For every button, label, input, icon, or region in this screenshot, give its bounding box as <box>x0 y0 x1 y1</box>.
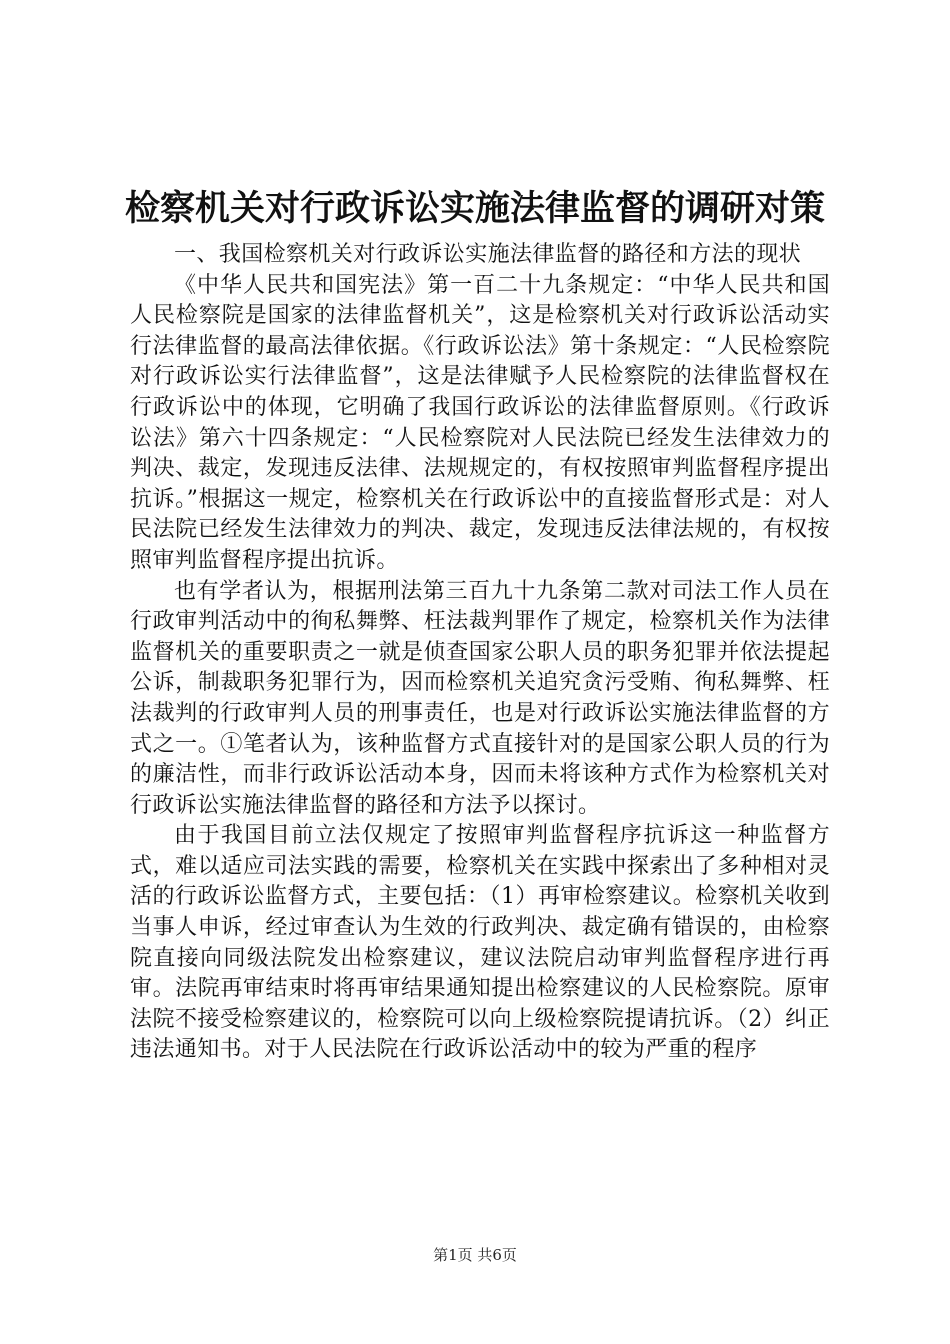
paragraph-constitution: 《中华人民共和国宪法》第一百二十九条规定：“中华人民共和国人民检察院是国家的法律监督机关”，这是检察机关对行政诉讼活动实行法律监督的最高法律依据。《行政诉讼法》第十条规定：“人民检察院对行政诉讼实行法律监督”，这是法律赋予人民检察院的法律监督权在行政诉讼中的体现，它明确了我国行政诉讼的法律监督原则。《行政诉讼法》第六十四条规定：“人民检察院对人民法院已经发生法律效力的判决、裁定，发现违反法律、法规规定的，有权按照审判监督程序提出抗诉。”根据这一规定，检察机关在行政诉讼中的直接监督形式是：对人民法院已经发生法律效力的判决、裁定，发现违反法律法规的，有权按照审判监督程序提出抗诉。 <box>130 272 830 573</box>
document-body <box>130 240 830 1066</box>
paragraph-supervision-methods: 由于我国目前立法仅规定了按照审判监督程序抗诉这一种监督方式，难以适应司法实践的需要，检察机关在实践中探索出了多种相对灵活的行政诉讼监督方式，主要包括：（1）再审检察建议。检察机关收到当事人申诉，经过审查认为生效的行政判决、裁定确有错误的，由检察院直接向同级法院发出检察建议，建议法院启动审判监督程序进行再审。法院再审结束时将再审结果通知提出检察建议的人民检察院。原审法院不接受检察建议的，检察院可以向上级检察院提请抗诉。（2）纠正违法通知书。对于人民法院在行政诉讼活动中的较为严重的程序 <box>130 823 830 1063</box>
paragraph-scholar-view: 也有学者认为，根据刑法第三百九十九条第二款对司法工作人员在行政审判活动中的徇私舞弊、枉法裁判罪作了规定，检察机关作为法律监督机关的重要职责之一就是侦查国家公职人员的职务犯罪并依法提起公诉，制裁职务犯罪行为，因而检察机关追究贪污受贿、徇私舞弊、枉法裁判的行政审判人员的刑事责任，也是对行政诉讼实施法律监督的方式之一。①笔者认为，该种监督方式直接针对的是国家公职人员的行为的廉洁性，而非行政诉讼活动本身，因而未将该种方式作为检察机关对行政诉讼实施法律监督的路径和方法予以探讨。 <box>130 578 830 818</box>
page-footer: 第1页 共6页 <box>433 1246 517 1264</box>
document-title: 检察机关对行政诉讼实施法律监督的调研对策 <box>124 188 825 229</box>
paragraph-section-heading: 一、我国检察机关对行政诉讼实施法律监督的路径和方法的现状 <box>174 242 802 267</box>
